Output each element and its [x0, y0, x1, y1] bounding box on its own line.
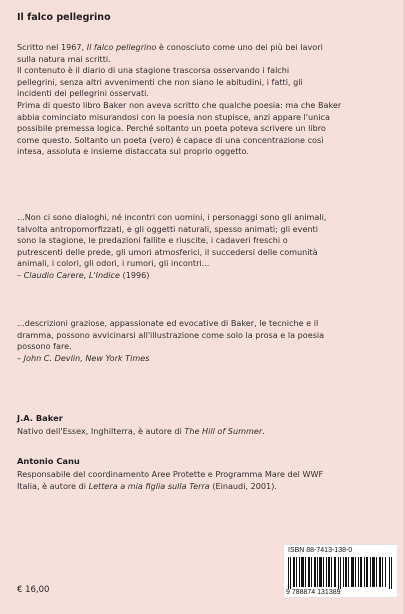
intro-line: incidenti dei pellegrini osservati.	[17, 88, 149, 99]
review-quote-carere	[17, 212, 387, 282]
intro-line: Prima di questo libro Baker non aveva scritto che qualche poesia: ma che Baker	[17, 99, 342, 110]
barcode-number: 9 788874 131389	[286, 589, 341, 596]
intro-line: come questo. Soltanto un poeta (vero) è capace di una concentrazione così	[17, 134, 324, 145]
author-name-baker: J.A. Baker	[17, 413, 63, 423]
intro-paragraph	[17, 42, 387, 158]
intro-line: abbia cominciato misurandosi con la poesia non stupisce, anzi appare l'unica	[17, 111, 330, 122]
author-bio-canu: Responsabile del coordinamento Aree Protette e Programma Mare del WWF Italia, è autore di Lettera a mia figlia sulla Terra (Einaudi, 2001).	[17, 469, 324, 491]
review-quote-devlin	[17, 318, 387, 364]
barcode-icon	[288, 557, 394, 589]
quote-attribution: – Claudio Carere, L'Indice (1996)	[17, 269, 150, 280]
price: € 16,00	[17, 585, 50, 595]
quote-line: animali, i colori, gli odori, i rumori, gli incontri...	[17, 258, 210, 269]
book-title: Il falco pellegrino	[17, 12, 111, 23]
isbn-barcode-box	[283, 544, 398, 598]
quote-line: sono la stagione, le predazioni fallite e riuscite, i cadaveri freschi o	[17, 235, 288, 246]
quote-line: putrescenti delle prede, gli umori atmosferici, il succedersi delle comunità	[17, 246, 318, 257]
intro-line: pellegrini, senza altri avvenimenti che non siano le abitudini, i fatti, gli	[17, 76, 303, 87]
quote-line: ...Non ci sono dialoghi, né incontri con uomini, i personaggi sono gli animali,	[17, 212, 327, 222]
quote-line: dramma, possono avvicinarsi all'illustrazione come solo la prosa e la poesia	[17, 329, 325, 340]
intro-line: intesa, assoluta e insieme distaccata sul proprio oggetto.	[17, 146, 249, 157]
isbn-label: ISBN 88-7413-138-0	[288, 547, 353, 554]
intro-line: sulla natura mai scritti.	[17, 53, 111, 64]
quote-attribution: – John C. Devlin, New York Times	[17, 352, 150, 363]
intro-line: possibile premessa logica. Perché soltanto un poeta poteva scrivere un libro	[17, 123, 326, 134]
intro-line: Scritto nel 1967, Il falco pellegrino è conosciuto come uno dei più bei lavori	[17, 42, 323, 52]
author-name-canu: Antonio Canu	[17, 456, 80, 466]
intro-line: Il contenuto è il diario di una stagione trascorsa osservando i falchi	[17, 65, 290, 76]
quote-line: talvolta antropomorfizzati, e gli oggetti naturali, spesso animati; gli eventi	[17, 223, 318, 234]
quote-line: possono fare.	[17, 341, 72, 352]
author-bio-baker: Nativo dell'Essex, Inghilterra, è autore di The Hill of Summer.	[17, 426, 265, 436]
quote-line: ...descrizioni graziose, appassionate ed evocative di Baker, le tecniche e il	[17, 318, 319, 328]
